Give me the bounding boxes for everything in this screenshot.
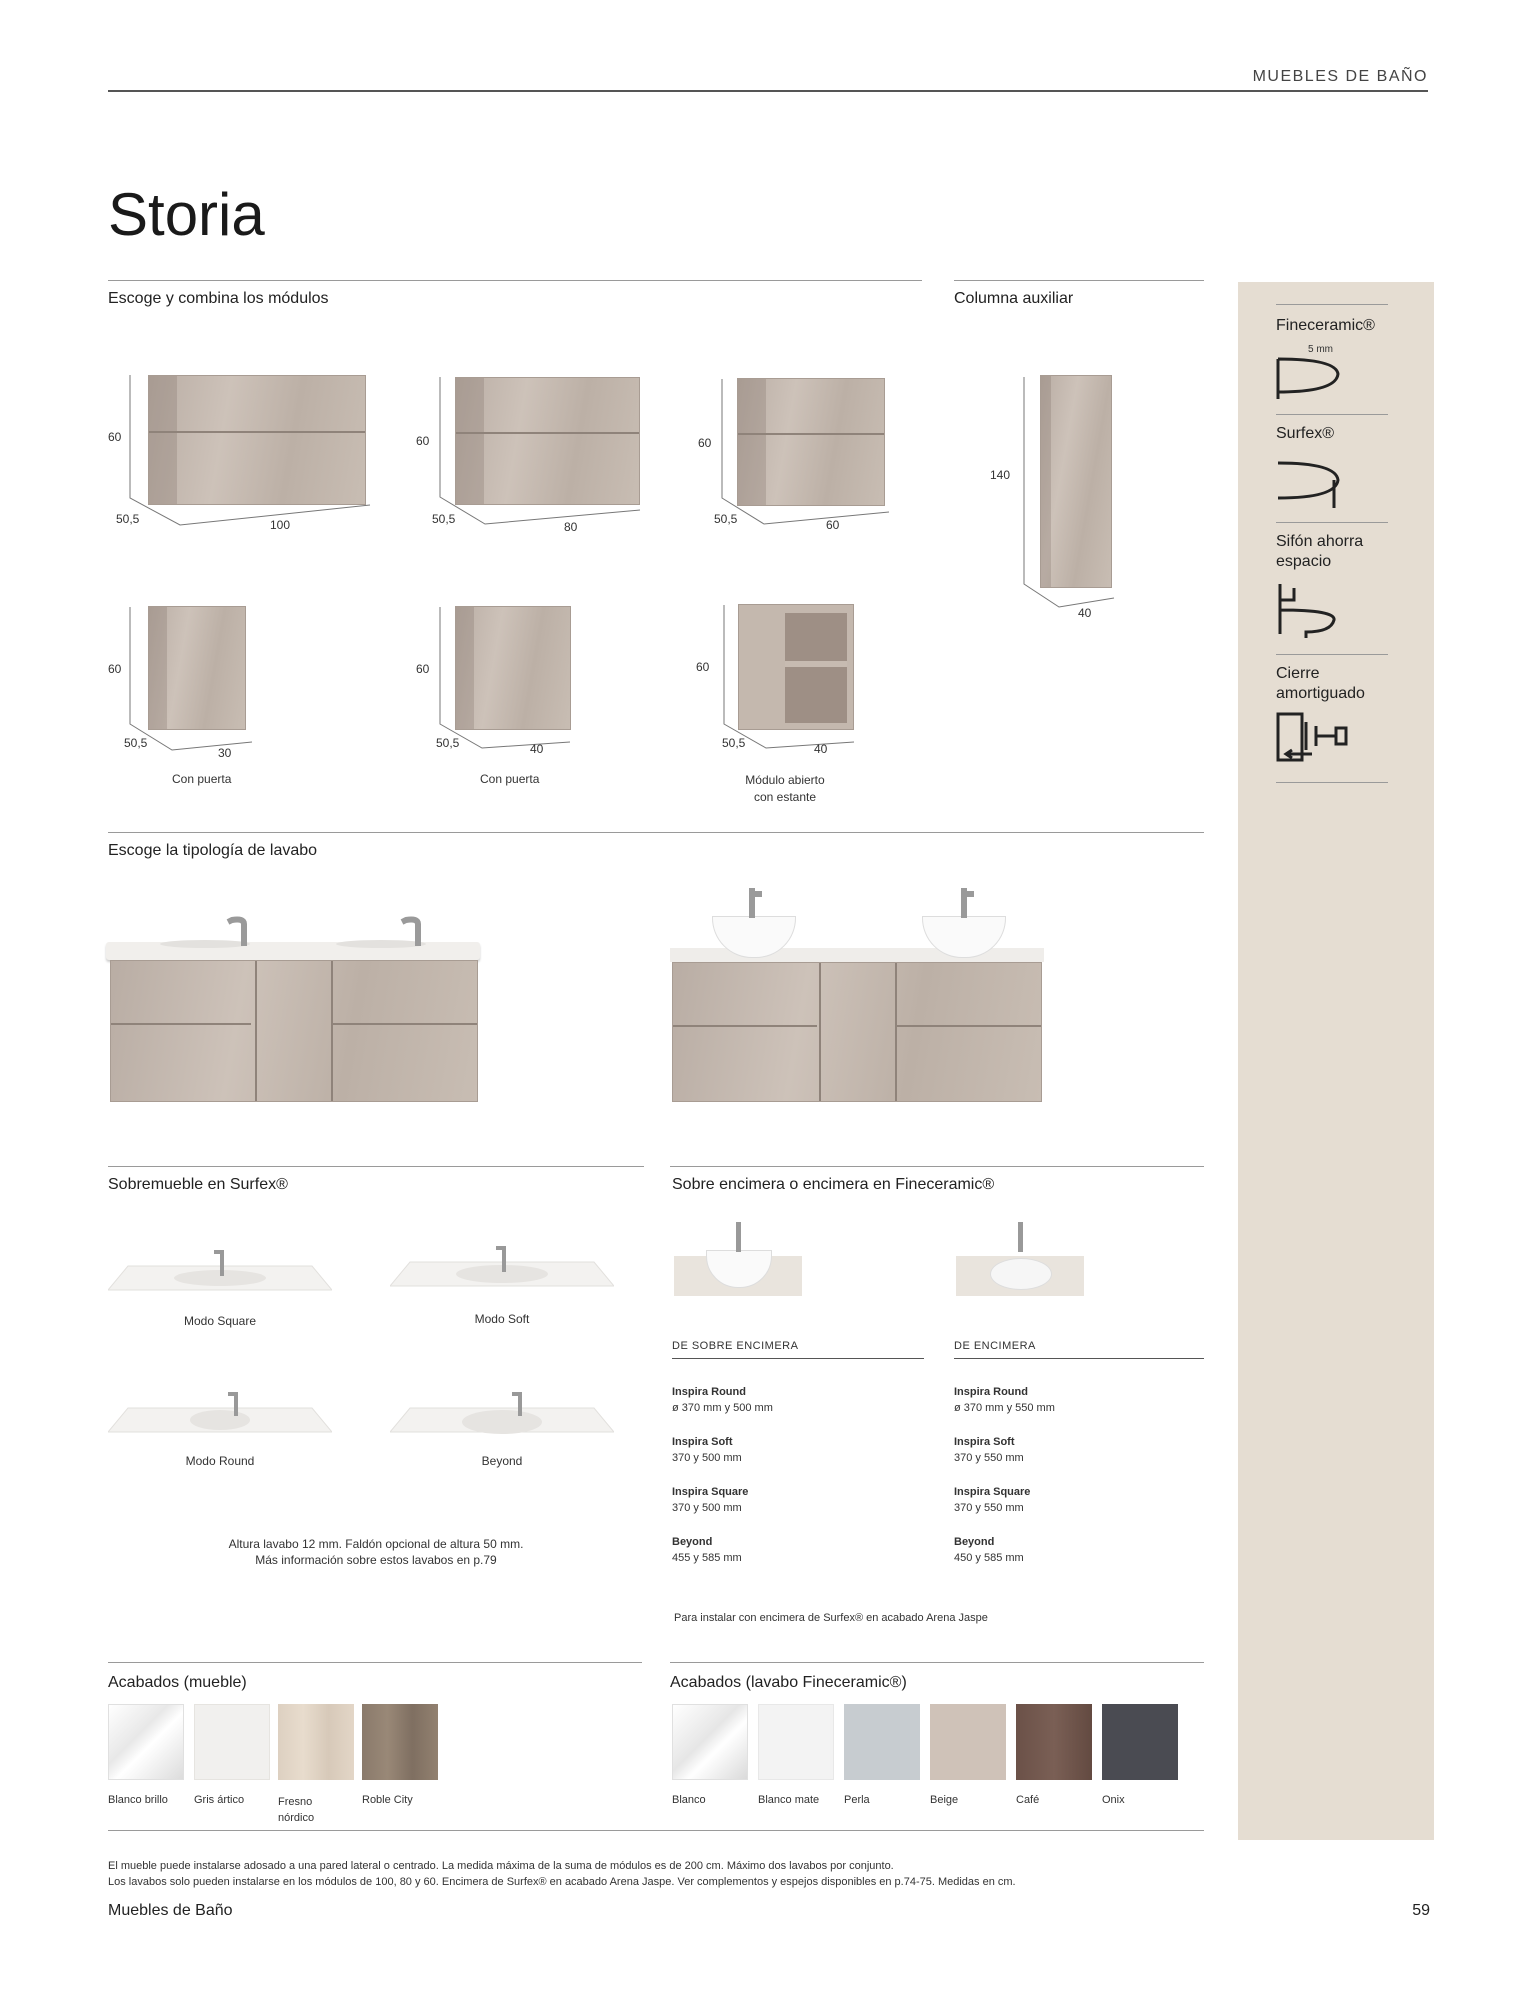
module-width: 40 (530, 742, 544, 756)
swatch-perla (844, 1704, 920, 1780)
feature-rule (1276, 522, 1388, 523)
basin-modo-round (108, 1386, 332, 1442)
feature-rule (1276, 654, 1388, 655)
modules-heading: Escoge y combina los módulos (108, 290, 329, 307)
module-depth: 50,5 (722, 736, 746, 750)
column-width: 40 (1078, 606, 1092, 620)
feature-rule (1276, 414, 1388, 415)
finish-label: Onix (1102, 1794, 1125, 1806)
module-caption: Con puerta (480, 772, 540, 786)
swatch-cafe (1016, 1704, 1092, 1780)
surfex-label: Modo Round (185, 1454, 255, 1468)
basin-spec: Beyond 455 y 585 mm (672, 1536, 742, 1564)
module-height: 60 (416, 662, 430, 676)
modules-rule (108, 280, 922, 281)
surfex-profile-icon (1276, 458, 1346, 510)
column-height: 140 (990, 468, 1011, 482)
fineceramic-col1-title: DE SOBRE ENCIMERA (672, 1340, 799, 1352)
fineceramic-note: Para instalar con encimera de Surfex® en acabado Arena Jaspe (674, 1612, 988, 1624)
basin-types-heading: Escoge la tipología de lavabo (108, 842, 318, 859)
faucet-icon (222, 912, 262, 948)
footer-note: El mueble puede instalarse adosado a una pared lateral o centrado. La medida máxima de la suma de módulos es de 200 cm. Máximo dos lavabos por conjunto. Los lavabos solo pueden instalarse en los módulos de 100, 80 y 60. Encimera de Surfex® en acabado Arena Jaspe. Ver complementos y espejos disponibles en p.74-75. Medidas en cm. (108, 1860, 1016, 1888)
page-title: Storia (108, 181, 265, 248)
footer-section: Muebles de Baño (108, 1902, 233, 1919)
surfex-label: Beyond (481, 1454, 523, 1468)
swatch-blanco (672, 1704, 748, 1780)
finish-label: Perla (844, 1794, 870, 1806)
fineceramic-col2-rule (954, 1358, 1204, 1359)
fineceramic-col2-title: DE ENCIMERA (954, 1340, 1036, 1352)
surfex-label: Modo Square (183, 1314, 257, 1328)
feature-soft-close: Cierre amortiguado (1276, 665, 1365, 702)
fineceramic-profile-icon (1276, 354, 1346, 404)
header-rule (108, 90, 1428, 92)
column-heading: Columna auxiliar (954, 290, 1074, 307)
surfex-note: Altura lavabo 12 mm. Faldón opcional de altura 50 mm. Más información sobre estos lavabos en p.79 (228, 1537, 524, 1567)
module-depth: 50,5 (116, 512, 140, 526)
finish-label: Beige (930, 1794, 959, 1806)
basin-spec: Inspira Round ø 370 mm y 550 mm (954, 1386, 1055, 1414)
module-width: 30 (218, 746, 232, 760)
module-depth: 50,5 (714, 512, 738, 526)
dimension-lines (420, 602, 580, 757)
swatch-beige (930, 1704, 1006, 1780)
finishes-basin-rule (670, 1662, 1204, 1663)
feature-fineceramic-thickness: 5 mm (1308, 344, 1333, 355)
basin-spec: Inspira Round ø 370 mm y 500 mm (672, 1386, 773, 1414)
column-rule (954, 280, 1204, 281)
module-width: 80 (564, 520, 578, 534)
finish-label: Gris ártico (194, 1794, 245, 1806)
soft-close-icon (1276, 712, 1356, 764)
feature-rule (1276, 782, 1388, 783)
basin-spec: Inspira Square 370 y 500 mm (672, 1486, 749, 1514)
finish-label: Blanco brillo (108, 1794, 168, 1806)
fineceramic-col1-rule (672, 1358, 924, 1359)
dimension-lines (1014, 372, 1124, 612)
feature-surfex: Surfex® (1276, 425, 1335, 442)
feature-rule (1276, 304, 1388, 305)
module-height: 60 (698, 436, 712, 450)
finishes-basin-heading: Acabados (lavabo Fineceramic®) (670, 1674, 907, 1691)
fineceramic-rule (670, 1166, 1204, 1167)
module-width: 40 (814, 742, 828, 756)
module-caption: Con puerta (172, 772, 232, 786)
surfex-rule (108, 1166, 644, 1167)
features-sidebar (1238, 282, 1434, 1840)
finishes-furniture-heading: Acabados (mueble) (108, 1674, 247, 1691)
finish-label: Roble City (362, 1794, 413, 1806)
feature-fineceramic: Fineceramic® (1276, 317, 1375, 334)
module-height: 60 (108, 662, 122, 676)
surfex-label: Modo Soft (474, 1312, 530, 1326)
swatch-roble-city (362, 1704, 438, 1780)
basin-spec: Beyond 450 y 585 mm (954, 1536, 1024, 1564)
dimension-lines (420, 372, 650, 532)
module-depth: 50,5 (432, 512, 456, 526)
finish-label: Café (1016, 1794, 1040, 1806)
module-caption: Módulo abierto con estante (745, 773, 825, 804)
surfex-heading: Sobremueble en Surfex® (108, 1176, 288, 1193)
finish-label: Fresno nórdico (278, 1796, 315, 1824)
basin-spec: Inspira Soft 370 y 500 mm (672, 1436, 742, 1464)
faucet-icon (396, 912, 436, 948)
siphon-icon (1276, 580, 1340, 638)
module-depth: 50,5 (436, 736, 460, 750)
header-category: MUEBLES DE BAÑO (1252, 68, 1428, 85)
basin-spec: Inspira Soft 370 y 550 mm (954, 1436, 1024, 1464)
basin-spec: Inspira Square 370 y 550 mm (954, 1486, 1031, 1514)
module-depth: 50,5 (124, 736, 148, 750)
dimension-lines (704, 374, 894, 534)
page-number: 59 (1412, 1902, 1430, 1919)
footer-rule (108, 1830, 1204, 1831)
swatch-blanco-mate (758, 1704, 834, 1780)
basin-types-rule (108, 832, 1204, 833)
finish-label: Blanco mate (758, 1794, 820, 1806)
finish-label: Blanco (672, 1794, 706, 1806)
swatch-onix (1102, 1704, 1178, 1780)
basin-modo-soft (390, 1240, 614, 1296)
module-height: 60 (696, 660, 710, 674)
basin-beyond (390, 1386, 614, 1442)
module-height: 60 (416, 434, 430, 448)
swatch-fresno-nordico (278, 1704, 354, 1780)
faucet-icon (738, 884, 778, 920)
faucet-icon (950, 884, 990, 920)
swatch-gris-artico (194, 1704, 270, 1780)
feature-siphon: Sifón ahorra espacio (1276, 533, 1364, 570)
swatch-blanco-brillo (108, 1704, 184, 1780)
module-width: 60 (826, 518, 840, 532)
dimension-lines (110, 370, 380, 530)
module-height: 60 (108, 430, 122, 444)
fineceramic-heading: Sobre encimera o encimera en Fineceramic® (672, 1176, 995, 1193)
dimension-lines (704, 600, 864, 755)
basin-modo-square (108, 1244, 332, 1300)
finishes-furniture-rule (108, 1662, 642, 1663)
module-width: 100 (270, 518, 291, 532)
dimension-lines (112, 602, 262, 757)
